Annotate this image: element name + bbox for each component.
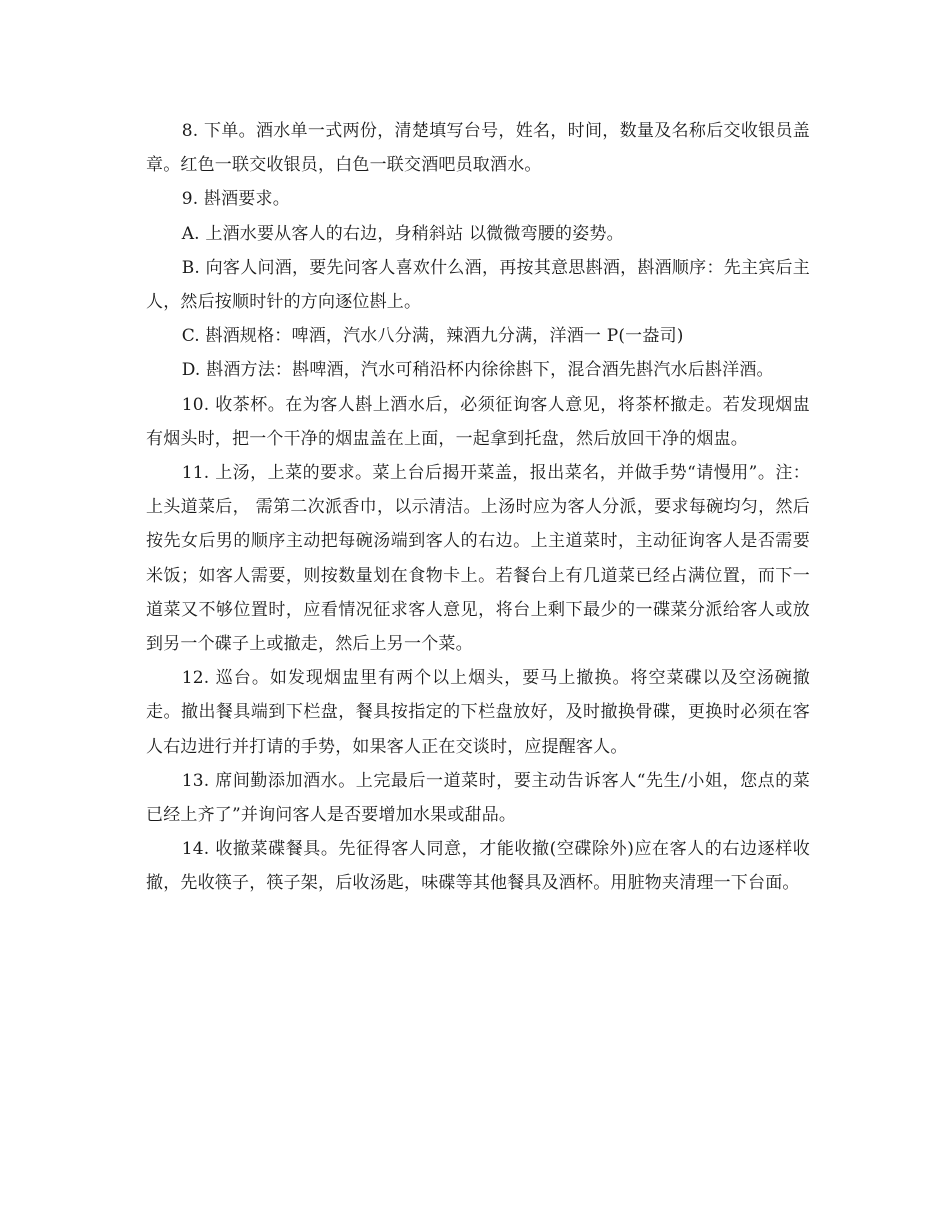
paragraph-11-serving: 11. 上汤，上菜的要求。菜上台后揭开菜盖，报出菜名，并做手势“请慢用”。注：上头道菜后， 需第二次派香巾，以示清洁。上汤时应为客人分派，要求每碗均匀，然后按先女后男的顺序主动把每碗汤端到客人的右边。上主道菜时，主动征询客人是否需要米饭；如客人需要，则按数量划在食物卡上。若餐台上有几道菜已经占满位置，而下一道菜又不够位置时，应看情况征求客人意见，将台上剩下最少的一碟菜分派给客人或放到另一个碟子上或撤走，然后上另一个菜。 — [146, 463, 810, 655]
paragraph-14-clearing: 14. 收撤菜碟餐具。先征得客人同意，才能收撤(空碟除外)应在客人的右边逐样收撤，先收筷子，筷子架，后收汤匙，味碟等其他餐具及酒杯。用脏物夹清理一下台面。 — [146, 839, 810, 894]
paragraph-9a: A. 上酒水要从客人的右边，身稍斜站 以微微弯腰的姿势。 — [181, 223, 624, 244]
paragraph-12-table-rounds: 12. 巡台。如发现烟盅里有两个以上烟头，要马上撤换。将空菜碟以及空汤碗撤走。撤出餐具端到下栏盘，餐具按指定的下栏盘放好，及时撤换骨碟，更换时必须在客人右边进行并打请的手势，如果客人正在交谈时，应提醒客人。 — [146, 668, 810, 757]
paragraph-9b: B. 向客人问酒，要先问客人喜欢什么酒，再按其意思斟酒，斟酒顺序：先主宾后主人，然后按顺时针的方向逐位斟上。 — [146, 257, 810, 313]
paragraph-9-pouring-requirements: 9. 斟酒要求。 — [181, 189, 290, 210]
paragraph-10-tea-cups: 10. 收茶杯。在为客人斟上酒水后，必须征询客人意见，将茶杯撤走。若发现烟盅有烟头时，把一个干净的烟盅盖在上面，一起拿到托盘，然后放回干净的烟盅。 — [146, 394, 810, 449]
paragraph-8-order: 8. 下单。酒水单一式两份，清楚填写台号，姓名，时间，数量及名称后交收银员盖章。红色一联交收银员，白色一联交酒吧员取酒水。 — [146, 121, 810, 176]
paragraph-9c: C. 斟酒规格：啤酒，汽水八分满，辣酒九分满，洋酒一 P(一盎司) — [181, 326, 684, 347]
document-body — [146, 114, 810, 901]
paragraph-13-refill: 13. 席间勤添加酒水。上完最后一道菜时，要主动告诉客人“先生/小姐，您点的菜已经上齐了”并询问客人是否要增加水果或甜品。 — [146, 770, 810, 826]
paragraph-9d: D. 斟酒方法：斟啤酒，汽水可稍沿杯内徐徐斟下，混合酒先斟汽水后斟洋酒。 — [181, 360, 774, 381]
